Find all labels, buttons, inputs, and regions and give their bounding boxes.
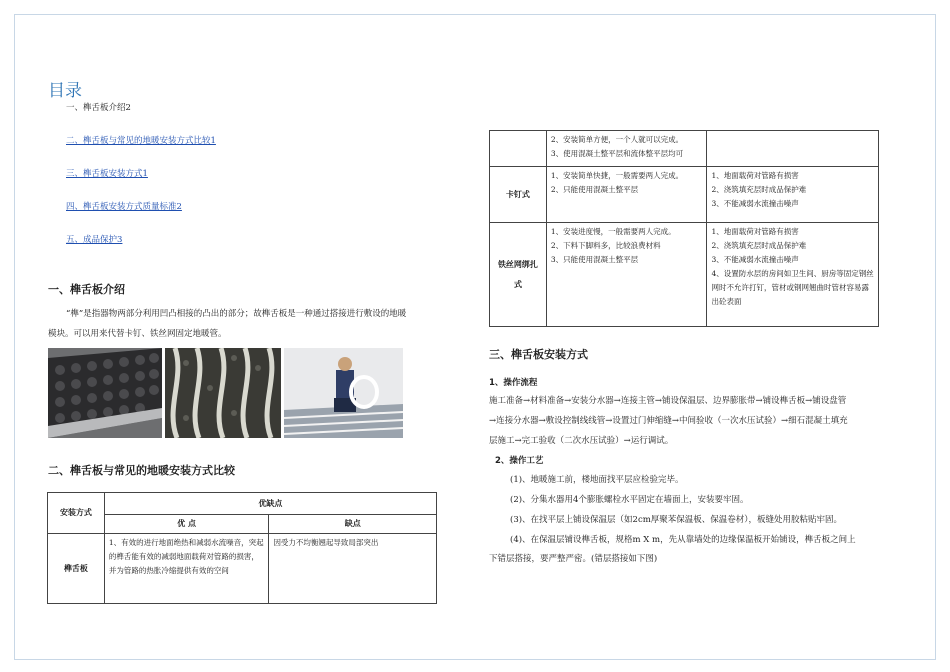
section3-heading: 三、榫舌板安装方式 [489, 348, 588, 361]
tongue-board-photo [48, 348, 162, 438]
cons-line: 3、不能减弱水流撞击噪声 [711, 255, 799, 264]
pros-line: 2、安装简单方便，一个人就可以完成。 [550, 135, 684, 144]
toc-link-3[interactable]: 三、榫舌板安装方式1 [66, 169, 148, 179]
step-3: (3)、在找平层上铺设保温层（如2cm厚聚苯保温板、保温卷材），板缝处用胶粘贴牢固。 [510, 515, 843, 525]
step-1: (1)、地暖施工前，楼地面找平层应检验完毕。 [510, 475, 684, 485]
pros-cell [546, 223, 707, 327]
col-header-procon: 优缺点 [104, 493, 436, 515]
pros-line: 2、下料下脚料多，比较浪费材料 [550, 241, 661, 250]
step-4: (4)、在保温层铺设榫舌板，规格m X m，先从靠墙处的边缘保温板开始铺设，榫舌板之间上 [510, 535, 856, 545]
cons-cell [707, 131, 879, 167]
toc-link-2[interactable]: 二、榫舌板与常见的地暖安装方式比较1 [66, 136, 216, 146]
method-cell: 卡钉式 [490, 167, 547, 223]
cons-cell: 因受力不均衡翘起导致局部突出 [269, 534, 437, 604]
worker-laying-pipe-photo [284, 348, 403, 438]
craft-subheading: 2、操作工艺 [495, 456, 544, 466]
pros-cell [546, 167, 707, 223]
flow-line-1: 施工准备→材料准备→安装分水器→连接主管→铺设保温层、边界膨胀带→铺设榫舌板→铺设盘管 [489, 396, 847, 406]
toc-link-5[interactable]: 五、成品保护3 [66, 235, 123, 245]
cons-line: 1、地面载荷对管路有损害 [711, 171, 799, 180]
comparison-table [47, 492, 437, 604]
pros-line: 1、安装进度慢，一般需要两人完成。 [550, 227, 676, 236]
cons-cell [707, 223, 879, 327]
pipes-on-board-photo [165, 348, 281, 438]
cons-line: 2、浇筑填充层时成品保护难 [711, 241, 807, 250]
pros-line: 3、使用混凝土整平层和流体整平层均可 [550, 149, 684, 158]
flow-line-3: 层施工→完工验收（二次水压试验）→运行调试。 [489, 436, 674, 446]
method-cell: 铁丝网绑扎式 [490, 223, 547, 327]
pros-line: 2、只能使用混凝土整平层 [550, 185, 639, 194]
method-cell [490, 131, 547, 167]
comparison-table-cont [489, 130, 879, 327]
cons-line: 1、地面载荷对管路有损害 [711, 227, 799, 236]
toc-link-4[interactable]: 四、榫舌板安装方式质量标准2 [66, 202, 182, 212]
flow-line-2: →连接分水器→敷设控制线线管→设置过门伸缩缝→中间验收（一次水压试验）→细石混凝土填充 [489, 416, 848, 426]
toc-item-1: 一、榫舌板介绍2 [66, 103, 131, 113]
cons-line: 4、设置防水层的房间如卫生间、厨房等固定钢丝网时不允许打钉，管材或钢网翘曲时管材容易露出砼表面 [711, 269, 874, 306]
pros-line: 3、只能使用混凝土整平层 [550, 255, 639, 264]
section2-heading: 二、榫舌板与常见的地暖安装方式比较 [48, 464, 235, 477]
pros-cell: 1、有效的进行地面绝热和减弱水流噪音，突起的榫舌能有效的减弱地面载荷对管路的损害，并为管路的热胀冷缩提供有效的空间 [104, 534, 269, 604]
process-subheading: 1、操作流程 [489, 378, 538, 388]
section1-para1: “榫”是指器物两部分利用凹凸相接的凸出的部分；故榫舌板是一种通过搭接进行敷设的地暖 [66, 309, 407, 319]
cons-line: 3、不能减弱水流撞击噪声 [711, 199, 799, 208]
col-header-method: 安装方式 [48, 493, 105, 534]
method-cell: 榫舌板 [48, 534, 105, 604]
section1-heading: 一、榫舌板介绍 [48, 283, 125, 296]
col-header-cons: 缺点 [269, 515, 437, 534]
col-header-pros: 优 点 [104, 515, 269, 534]
pros-line: 1、安装简单快捷，一般需要两人完成。 [550, 171, 684, 180]
step-2: (2)、分集水器用4个膨胀螺栓水平固定在墙面上，安装要牢固。 [510, 495, 749, 505]
section1-para2: 模块。可以用来代替卡钉、铁丝网固定地暖管。 [48, 329, 227, 339]
pros-cell [546, 131, 707, 167]
cons-cell [707, 167, 879, 223]
step-4-cont: 下错层搭接，要严整严密。(错层搭接如下图) [489, 554, 658, 564]
cons-line: 2、浇筑填充层时成品保护难 [711, 185, 807, 194]
toc-title: 目录 [48, 81, 82, 101]
